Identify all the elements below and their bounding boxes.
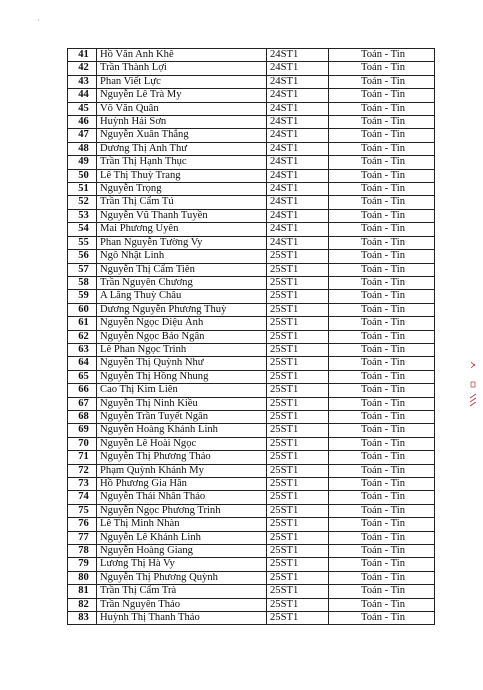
table-row	[68, 612, 435, 625]
class-code: 24ST1	[267, 196, 329, 209]
table-row	[68, 142, 435, 155]
student-name: Nguyễn Thị Ninh Kiều	[97, 397, 267, 410]
class-code: 25ST1	[267, 612, 329, 625]
table-row	[68, 183, 435, 196]
row-number: 81	[68, 585, 97, 598]
class-code: 25ST1	[267, 571, 329, 584]
major: Toán - Tin	[329, 303, 435, 316]
table-row	[68, 75, 435, 88]
class-code: 25ST1	[267, 464, 329, 477]
table-row	[68, 571, 435, 584]
student-name: Trần Thị Hạnh Thục	[97, 156, 267, 169]
student-name: Trần Thị Cẩm Tú	[97, 196, 267, 209]
major: Toán - Tin	[329, 156, 435, 169]
major: Toán - Tin	[329, 129, 435, 142]
student-name: Cao Thị Kim Liên	[97, 384, 267, 397]
row-number: 44	[68, 89, 97, 102]
row-number: 46	[68, 116, 97, 129]
student-name: Hồ Văn Anh Khê	[97, 49, 267, 62]
row-number: 62	[68, 330, 97, 343]
row-number: 83	[68, 612, 97, 625]
class-code: 24ST1	[267, 49, 329, 62]
student-name: Lê Phan Ngọc Trinh	[97, 343, 267, 356]
major: Toán - Tin	[329, 75, 435, 88]
student-name: Mai Phương Uyên	[97, 223, 267, 236]
table-row	[68, 209, 435, 222]
student-name: Nguyễn Ngọc Diệu Ánh	[97, 317, 267, 330]
row-number: 53	[68, 209, 97, 222]
student-name: Nguyễn Hoàng Khánh Linh	[97, 424, 267, 437]
major: Toán - Tin	[329, 49, 435, 62]
class-code: 24ST1	[267, 209, 329, 222]
student-name: Huỳnh Thị Thanh Thảo	[97, 612, 267, 625]
margin-stamp-mark	[467, 360, 479, 411]
class-code: 25ST1	[267, 585, 329, 598]
table-row	[68, 504, 435, 517]
class-code: 24ST1	[267, 156, 329, 169]
student-name: Lê Thị Minh Nhàn	[97, 518, 267, 531]
class-code: 25ST1	[267, 397, 329, 410]
student-name: Nguyễn Thái Nhân Thảo	[97, 491, 267, 504]
row-number: 49	[68, 156, 97, 169]
page-mark: ·	[37, 16, 40, 25]
student-name: Trần Thành Lợi	[97, 62, 267, 75]
major: Toán - Tin	[329, 169, 435, 182]
table-row	[68, 424, 435, 437]
class-code: 25ST1	[267, 504, 329, 517]
row-number: 59	[68, 290, 97, 303]
class-code: 25ST1	[267, 478, 329, 491]
major: Toán - Tin	[329, 370, 435, 383]
class-code: 24ST1	[267, 142, 329, 155]
student-name: Nguyễn Thị Hồng Nhung	[97, 370, 267, 383]
table-row	[68, 410, 435, 423]
class-code: 25ST1	[267, 451, 329, 464]
major: Toán - Tin	[329, 558, 435, 571]
table-row	[68, 223, 435, 236]
row-number: 60	[68, 303, 97, 316]
student-name: Nguyễn Thị Phương Thảo	[97, 451, 267, 464]
major: Toán - Tin	[329, 410, 435, 423]
row-number: 52	[68, 196, 97, 209]
row-number: 78	[68, 545, 97, 558]
class-code: 25ST1	[267, 370, 329, 383]
table-row	[68, 478, 435, 491]
class-code: 25ST1	[267, 303, 329, 316]
roster-body	[68, 49, 435, 625]
class-code: 25ST1	[267, 357, 329, 370]
row-number: 58	[68, 276, 97, 289]
student-name: Dương Nguyễn Phương Thuỳ	[97, 303, 267, 316]
class-code: 25ST1	[267, 437, 329, 450]
row-number: 50	[68, 169, 97, 182]
student-roster-table	[67, 48, 435, 625]
row-number: 61	[68, 317, 97, 330]
table-row	[68, 585, 435, 598]
class-code: 25ST1	[267, 558, 329, 571]
row-number: 82	[68, 598, 97, 611]
class-code: 25ST1	[267, 531, 329, 544]
student-name: Nguyễn Thị Phương Quỳnh	[97, 571, 267, 584]
student-name: Nguyễn Thị Cẩm Tiên	[97, 263, 267, 276]
table-row	[68, 558, 435, 571]
class-code: 25ST1	[267, 598, 329, 611]
student-name: Huỳnh Hải Sơn	[97, 116, 267, 129]
major: Toán - Tin	[329, 531, 435, 544]
student-name: Nguyễn Xuân Thắng	[97, 129, 267, 142]
table-row	[68, 330, 435, 343]
major: Toán - Tin	[329, 437, 435, 450]
table-row	[68, 518, 435, 531]
row-number: 64	[68, 357, 97, 370]
class-code: 25ST1	[267, 491, 329, 504]
major: Toán - Tin	[329, 196, 435, 209]
class-code: 24ST1	[267, 129, 329, 142]
major: Toán - Tin	[329, 343, 435, 356]
table-row	[68, 397, 435, 410]
row-number: 65	[68, 370, 97, 383]
major: Toán - Tin	[329, 209, 435, 222]
class-code: 25ST1	[267, 317, 329, 330]
major: Toán - Tin	[329, 464, 435, 477]
major: Toán - Tin	[329, 612, 435, 625]
row-number: 41	[68, 49, 97, 62]
row-number: 45	[68, 102, 97, 115]
student-name: Phạm Quỳnh Khánh My	[97, 464, 267, 477]
table-row	[68, 357, 435, 370]
major: Toán - Tin	[329, 62, 435, 75]
table-row	[68, 491, 435, 504]
major: Toán - Tin	[329, 290, 435, 303]
major: Toán - Tin	[329, 491, 435, 504]
class-code: 25ST1	[267, 263, 329, 276]
class-code: 24ST1	[267, 102, 329, 115]
major: Toán - Tin	[329, 397, 435, 410]
major: Toán - Tin	[329, 357, 435, 370]
class-code: 24ST1	[267, 236, 329, 249]
major: Toán - Tin	[329, 142, 435, 155]
student-name: Trần Nguyên Chương	[97, 276, 267, 289]
class-code: 25ST1	[267, 343, 329, 356]
major: Toán - Tin	[329, 102, 435, 115]
class-code: 25ST1	[267, 410, 329, 423]
row-number: 75	[68, 504, 97, 517]
table-row	[68, 303, 435, 316]
row-number: 80	[68, 571, 97, 584]
student-name: Nguyễn Lê Trà My	[97, 89, 267, 102]
major: Toán - Tin	[329, 571, 435, 584]
row-number: 71	[68, 451, 97, 464]
student-name: Phan Nguyễn Tường Vy	[97, 236, 267, 249]
row-number: 74	[68, 491, 97, 504]
table-row	[68, 49, 435, 62]
student-name: Nguyễn Hoàng Giang	[97, 545, 267, 558]
class-code: 24ST1	[267, 183, 329, 196]
class-code: 24ST1	[267, 116, 329, 129]
margin-stamp-icon	[468, 360, 478, 408]
class-code: 25ST1	[267, 330, 329, 343]
row-number: 56	[68, 250, 97, 263]
table-row	[68, 437, 435, 450]
table-row	[68, 464, 435, 477]
table-row	[68, 317, 435, 330]
row-number: 63	[68, 343, 97, 356]
row-number: 73	[68, 478, 97, 491]
student-name: Hồ Phương Gia Hân	[97, 478, 267, 491]
student-name: Trần Thị Cẩm Trà	[97, 585, 267, 598]
table-row	[68, 156, 435, 169]
student-name: Nguyễn Lê Khánh Linh	[97, 531, 267, 544]
table-row	[68, 276, 435, 289]
student-name: Lương Thị Hà Vy	[97, 558, 267, 571]
major: Toán - Tin	[329, 424, 435, 437]
row-number: 55	[68, 236, 97, 249]
table-row	[68, 62, 435, 75]
student-name: Nguyễn Thị Quỳnh Như	[97, 357, 267, 370]
major: Toán - Tin	[329, 236, 435, 249]
student-name: Dương Thị Anh Thư	[97, 142, 267, 155]
major: Toán - Tin	[329, 263, 435, 276]
major: Toán - Tin	[329, 223, 435, 236]
major: Toán - Tin	[329, 545, 435, 558]
row-number: 57	[68, 263, 97, 276]
student-name: A Lăng Thuỳ Châu	[97, 290, 267, 303]
class-code: 24ST1	[267, 223, 329, 236]
table-row	[68, 196, 435, 209]
major: Toán - Tin	[329, 116, 435, 129]
row-number: 43	[68, 75, 97, 88]
row-number: 77	[68, 531, 97, 544]
row-number: 47	[68, 129, 97, 142]
student-name: Nguyễn Ngọc Bảo Ngân	[97, 330, 267, 343]
class-code: 25ST1	[267, 518, 329, 531]
table-row	[68, 598, 435, 611]
major: Toán - Tin	[329, 89, 435, 102]
table-row	[68, 129, 435, 142]
student-name: Lê Thị Thuỳ Trang	[97, 169, 267, 182]
student-name: Nguyễn Ngọc Phương Trinh	[97, 504, 267, 517]
row-number: 72	[68, 464, 97, 477]
major: Toán - Tin	[329, 585, 435, 598]
major: Toán - Tin	[329, 384, 435, 397]
row-number: 70	[68, 437, 97, 450]
table-row	[68, 343, 435, 356]
row-number: 42	[68, 62, 97, 75]
student-name: Trần Nguyên Thảo	[97, 598, 267, 611]
table-row	[68, 102, 435, 115]
class-code: 25ST1	[267, 545, 329, 558]
row-number: 67	[68, 397, 97, 410]
major: Toán - Tin	[329, 478, 435, 491]
student-name: Nguyễn Vũ Thanh Tuyền	[97, 209, 267, 222]
table-row	[68, 263, 435, 276]
student-name: Nguyễn Trần Tuyết Ngân	[97, 410, 267, 423]
major: Toán - Tin	[329, 451, 435, 464]
row-number: 66	[68, 384, 97, 397]
table-row	[68, 250, 435, 263]
table-row	[68, 169, 435, 182]
major: Toán - Tin	[329, 504, 435, 517]
student-name: Phan Viết Lực	[97, 75, 267, 88]
class-code: 24ST1	[267, 169, 329, 182]
table-row	[68, 89, 435, 102]
table-row	[68, 236, 435, 249]
major: Toán - Tin	[329, 317, 435, 330]
row-number: 79	[68, 558, 97, 571]
major: Toán - Tin	[329, 330, 435, 343]
row-number: 48	[68, 142, 97, 155]
class-code: 25ST1	[267, 276, 329, 289]
row-number: 54	[68, 223, 97, 236]
class-code: 25ST1	[267, 424, 329, 437]
row-number: 69	[68, 424, 97, 437]
class-code: 24ST1	[267, 62, 329, 75]
class-code: 24ST1	[267, 89, 329, 102]
class-code: 25ST1	[267, 250, 329, 263]
table-row	[68, 116, 435, 129]
major: Toán - Tin	[329, 598, 435, 611]
major: Toán - Tin	[329, 183, 435, 196]
row-number: 51	[68, 183, 97, 196]
major: Toán - Tin	[329, 518, 435, 531]
class-code: 25ST1	[267, 384, 329, 397]
class-code: 24ST1	[267, 75, 329, 88]
table-row	[68, 370, 435, 383]
table-row	[68, 531, 435, 544]
student-name: Nguyễn Lê Hoài Ngọc	[97, 437, 267, 450]
student-name: Võ Văn Quân	[97, 102, 267, 115]
major: Toán - Tin	[329, 276, 435, 289]
major: Toán - Tin	[329, 250, 435, 263]
row-number: 76	[68, 518, 97, 531]
row-number: 68	[68, 410, 97, 423]
table-row	[68, 545, 435, 558]
class-code: 25ST1	[267, 290, 329, 303]
table-row	[68, 384, 435, 397]
student-name: Ngô Nhật Linh	[97, 250, 267, 263]
student-name: Nguyễn Trọng	[97, 183, 267, 196]
table-row	[68, 290, 435, 303]
table-row	[68, 451, 435, 464]
